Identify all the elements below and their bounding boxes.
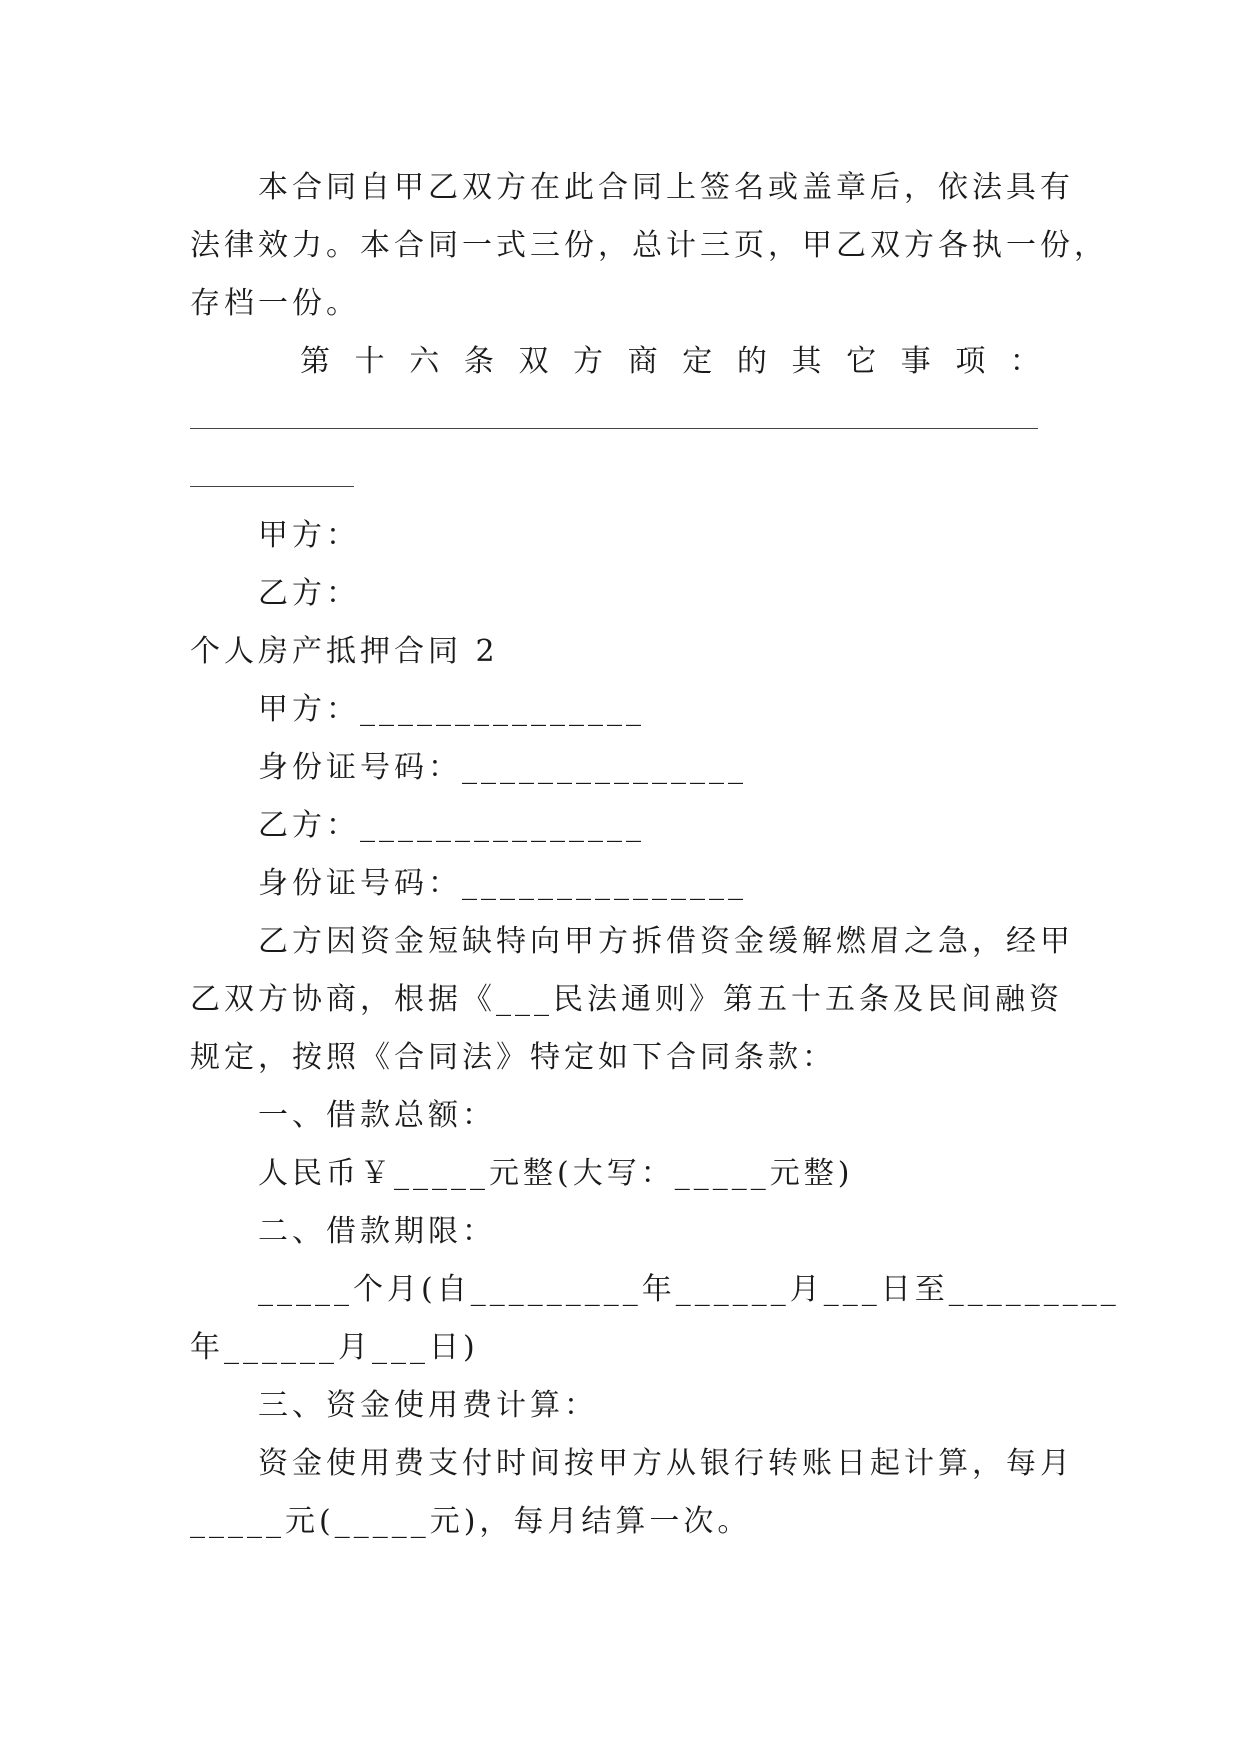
section-1-amount: 人民币￥_____元整(大写：_____元整): [258, 1156, 854, 1191]
party-b-label: 乙方：: [258, 576, 360, 611]
section-3-line1: 资金使用费支付时间按甲方从银行转账日起计算，每月: [258, 1446, 1074, 1481]
intro-line2: 乙双方协商，根据《___民法通则》第五十五条及民间融资: [190, 982, 1063, 1017]
clause-16-char: ：: [1009, 344, 1040, 379]
clause-16-char: 双: [518, 344, 549, 379]
clause-16-heading: [300, 342, 1040, 382]
blank-line-short: [190, 486, 354, 487]
contract-2-title: 个人房产抵押合同 2: [190, 634, 499, 669]
party-b-field: 乙方：_______________: [258, 808, 645, 843]
party-a-label: 甲方：: [258, 518, 360, 553]
clause-16-char: 条: [463, 344, 494, 379]
clause-16-char: 的: [736, 344, 767, 379]
clause-16-char: 六: [409, 344, 440, 379]
clause-16-char: 定: [682, 344, 713, 379]
section-2-title: 二、借款期限：: [258, 1214, 496, 1249]
section-2-line1: _____个月(自_________年______月___日至_________: [258, 1272, 1120, 1307]
party-a-field: 甲方：_______________: [258, 692, 645, 727]
clause-16-char: 第: [300, 344, 330, 379]
clause-16-char: 商: [627, 344, 658, 379]
clause-16-char: 方: [573, 344, 604, 379]
intro-line3: 规定，按照《合同法》特定如下合同条款：: [190, 1040, 836, 1075]
section-3-line2: _____元(_____元)，每月结算一次。: [190, 1504, 752, 1539]
intro-line1: 乙方因资金短缺特向甲方拆借资金缓解燃眉之急，经甲: [258, 924, 1074, 959]
clause-16-char: 事: [900, 344, 931, 379]
clause-16-char: 它: [846, 344, 877, 379]
clause-16-char: 其: [791, 344, 822, 379]
section-2-line2: 年______月___日): [190, 1330, 479, 1365]
paragraph-effect-line1: 本合同自甲乙双方在此合同上签名或盖章后，依法具有: [258, 170, 1074, 205]
section-1-title: 一、借款总额：: [258, 1098, 496, 1133]
party-b-id-field: 身份证号码：_______________: [258, 866, 747, 901]
paragraph-effect-line2: 法律效力。本合同一式三份，总计三页，甲乙双方各执一份，: [190, 228, 1108, 263]
paragraph-effect-line3: 存档一份。: [190, 286, 360, 321]
section-3-title: 三、资金使用费计算：: [258, 1388, 598, 1423]
clause-16-char: 十: [354, 344, 385, 379]
clause-16-char: 项: [955, 344, 986, 379]
blank-line-long: [190, 428, 1038, 429]
party-a-id-field: 身份证号码：_______________: [258, 750, 747, 785]
